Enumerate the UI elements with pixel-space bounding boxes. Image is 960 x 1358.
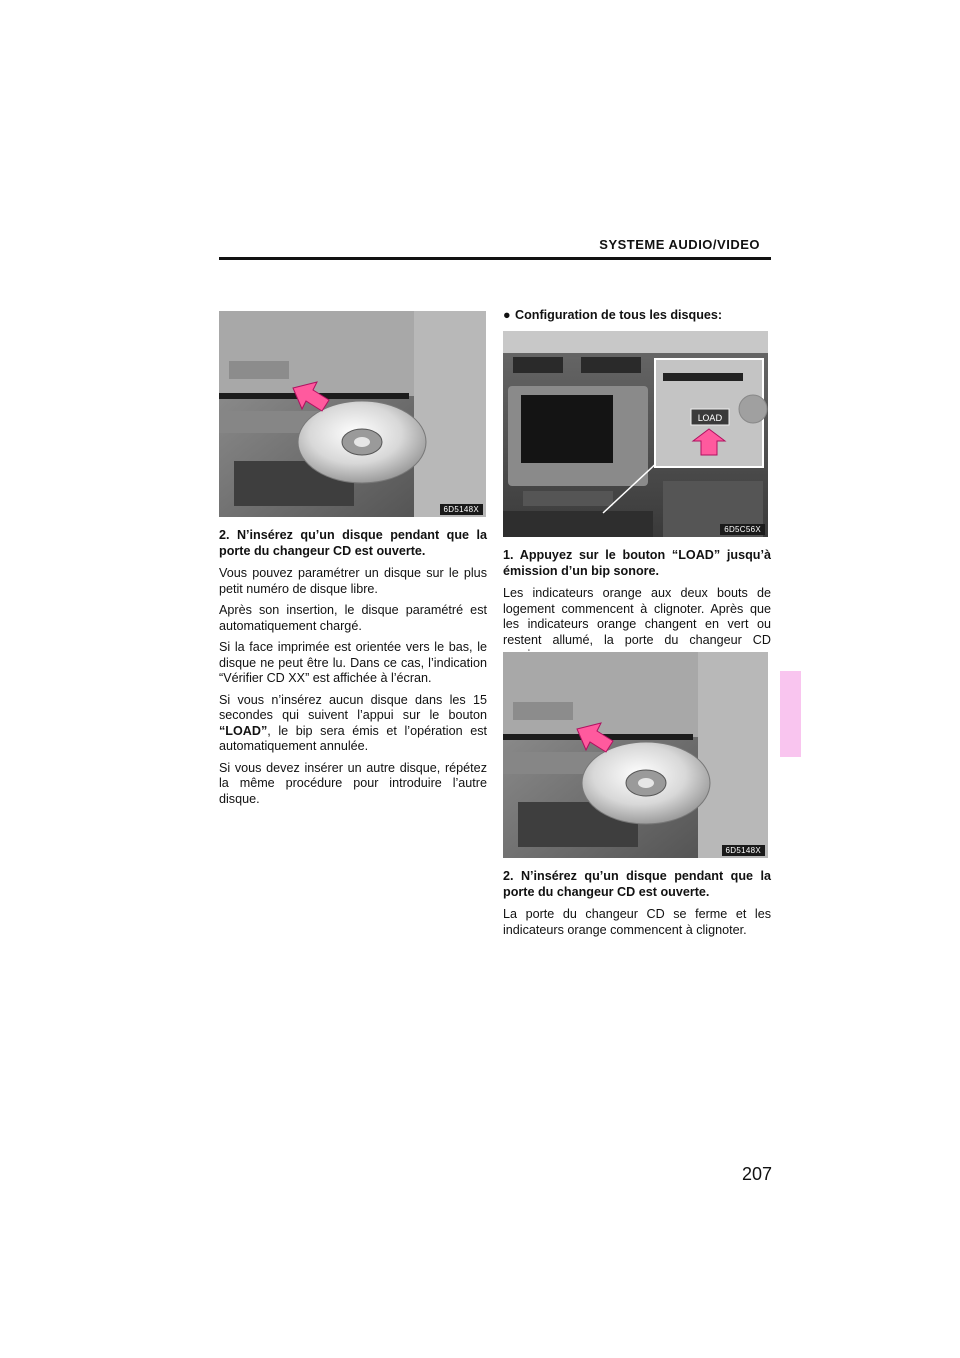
figure-code: 6D5148X xyxy=(722,845,765,856)
load-button-label: LOAD xyxy=(697,414,723,424)
paragraph: Si vous devez insérer un autre disque, répétez la même procédure pour introduire l’autre disque. xyxy=(219,760,487,806)
text-run: , le bip sera émis et l’opération est automatiquement annulée. xyxy=(219,723,487,753)
text-run: Si vous n’insérez aucun disque dans les 15 secondes qui suivent l’appui sur le bouton xyxy=(219,692,487,722)
paragraph: Vous pouvez paramétrer un disque sur le plus petit numéro de disque libre. xyxy=(219,566,487,596)
section-title: SYSTEME AUDIO/VIDEO xyxy=(599,237,760,252)
paragraph: Après son insertion, le disque paramétré est automatiquement chargé. xyxy=(219,603,487,633)
bullet-icon: ● xyxy=(503,308,511,322)
paragraph: Les indicateurs orange aux deux bouts de logement commencent à clignoter. Après que les indicateurs orange changent en vert ou restent allumé, la porte du changeur CD xyxy=(503,586,771,647)
step-2-heading: 2. N’insérez qu’un disque pendant que la porte du changeur CD est ouverte. xyxy=(503,869,771,899)
right-column-text-2 xyxy=(503,869,771,944)
paragraph xyxy=(219,693,487,755)
right-bullet xyxy=(503,308,771,324)
bullet-heading xyxy=(503,308,771,324)
cd-insert-illustration xyxy=(219,311,486,517)
cd-insert-figure-2 xyxy=(503,652,768,858)
figure-code: 6D5C56X xyxy=(720,524,765,535)
load-button-figure xyxy=(503,331,768,537)
cd-insert-figure xyxy=(219,311,486,517)
load-button-reference: “LOAD” xyxy=(219,723,268,738)
step-1-heading: 1. Appuyez sur le bouton “LOAD” jusqu’à émission d’un bip sonore. xyxy=(503,548,771,578)
left-column-text xyxy=(219,528,487,813)
paragraph: La porte du changeur CD se ferme et les indicateurs orange commencent à clignoter. xyxy=(503,907,771,937)
page-number: 207 xyxy=(741,1164,772,1184)
bullet-text: Configuration de tous les disques: xyxy=(515,308,723,322)
cd-insert-illustration xyxy=(503,652,768,858)
figure-code: 6D5148X xyxy=(440,504,483,515)
dashboard-illustration xyxy=(503,331,768,537)
header-rule xyxy=(219,257,771,260)
paragraph: Si la face imprimée est orientée vers le bas, le disque ne peut être lu. Dans ce cas, l’indication “Vérifier CD XX” est affichée à l’écran. xyxy=(219,640,487,685)
step-2-heading: 2. N’insérez qu’un disque pendant que la porte du changeur CD est ouverte. xyxy=(219,528,487,558)
section-tab-marker xyxy=(780,671,801,757)
